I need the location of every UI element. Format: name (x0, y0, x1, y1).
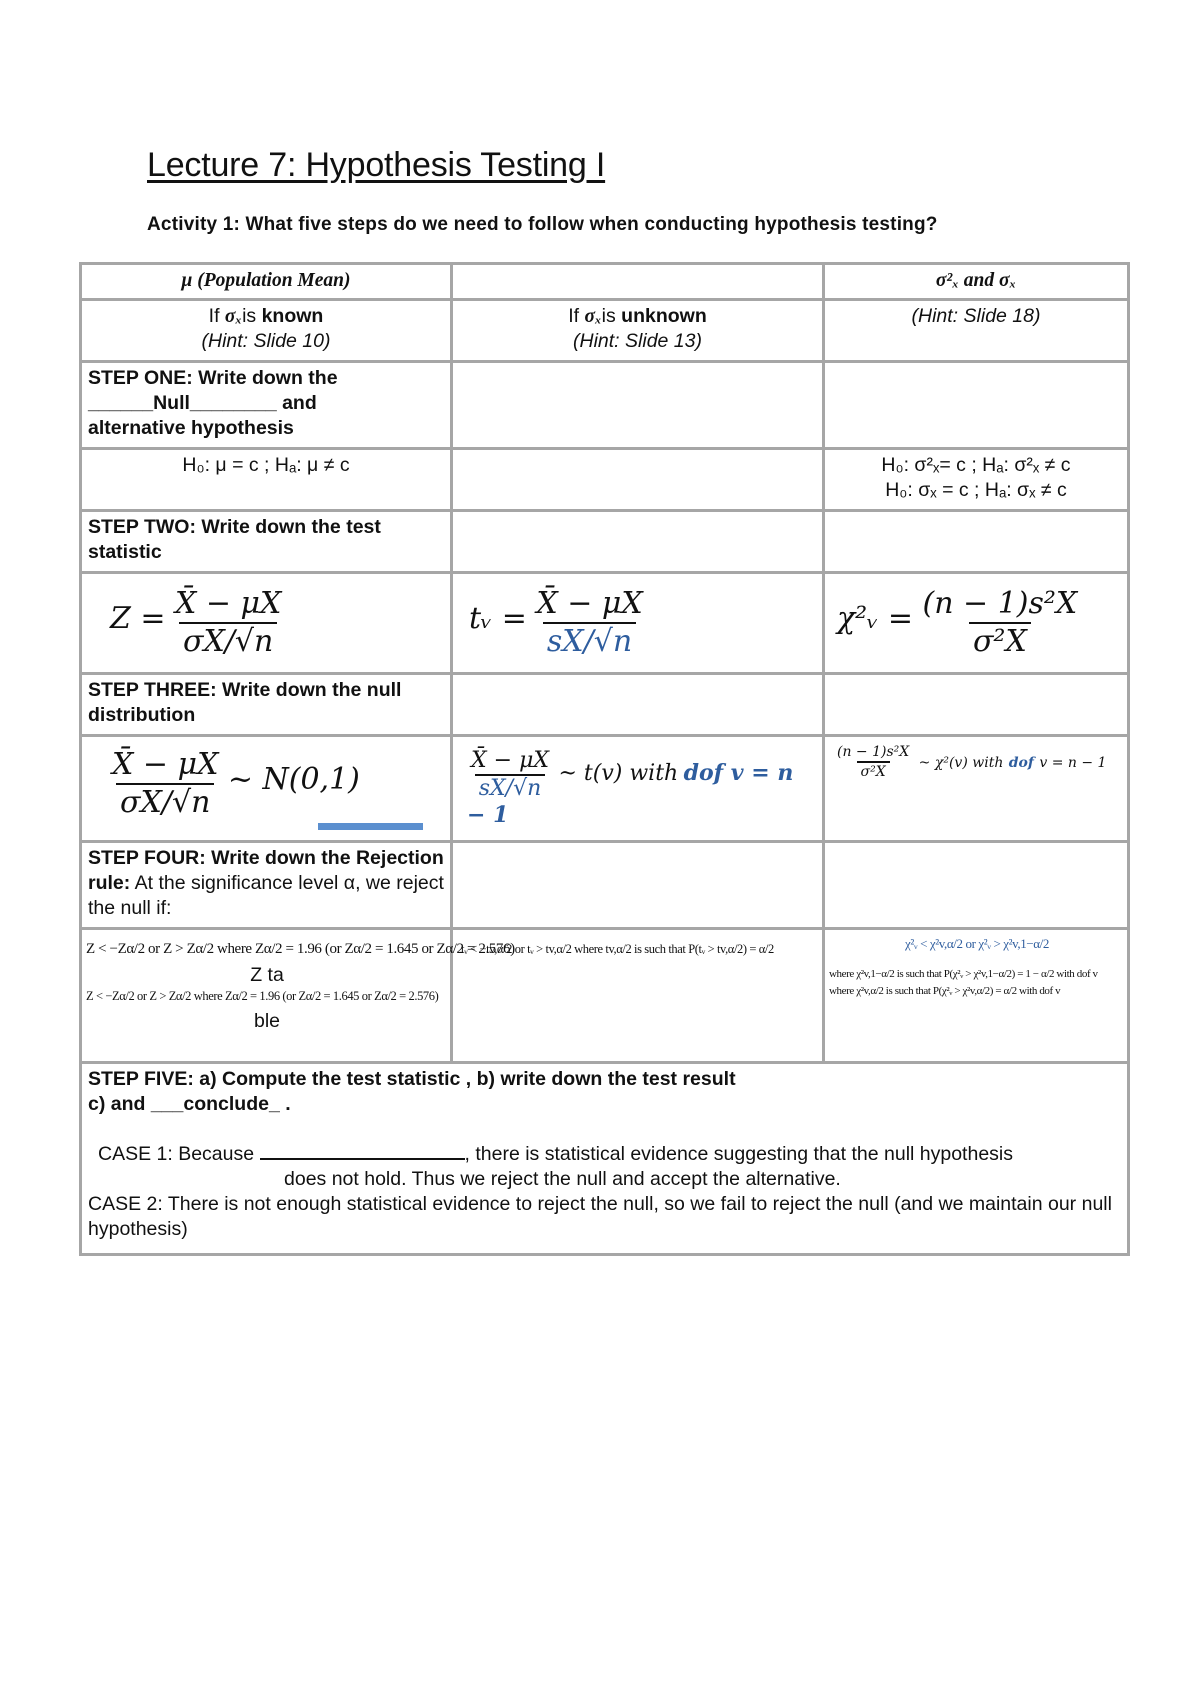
header-empty (452, 264, 824, 300)
unknown-word: unknown (621, 305, 707, 327)
condition-row (81, 300, 1129, 362)
highlight-bar (318, 823, 423, 830)
activity-question: Activity 1: What five steps do we need to follow when conducting hypothesis testing? (147, 214, 938, 235)
step-four-row (81, 842, 1129, 929)
step-one-label: STEP ONE: Write down the ______Null________ and alternative hypothesis (81, 362, 452, 449)
variance-hint: (Hint: Slide 18) (824, 300, 1129, 362)
unknown-cell: If σₓis unknown (Hint: Slide 13) (452, 300, 824, 362)
z-statistic-formula: Z = $\frac{X̄ - \mu X}{\sigma X/√n}$ (81, 573, 452, 674)
z-rejection-rule: Z < −Zα/2 or Z > Zα/2 where Zα/2 = 1.96 (or Zα/2 = 1.645 or Zα/2 = 2.576) Z ta Z < −Zα/2 or Z > Zα/2 where Zα/2 = 1.96 (or Zα/2 = 1.645 or Zα/2 = 2.576) ble (81, 929, 452, 1063)
known-cell: If σₓis known (Hint: Slide 10) (81, 300, 452, 362)
header-variance: σ²ₓ and σₓ (824, 264, 1129, 300)
t-null-distribution: $\frac{X̄ - \mu X}{sX/√n}$ ~ t(v) with dof v = n − 1 (452, 736, 824, 842)
step-two-formulas-row (81, 573, 1129, 674)
step-two-label: STEP TWO: Write down the test statistic (81, 511, 452, 573)
header-row (81, 264, 1129, 300)
sigma-symbol: σₓ (224, 306, 243, 327)
step-four-label: STEP FOUR: Write down the Rejection rule: At the significance level α, we reject the null if: (81, 842, 452, 929)
sigma-symbol: σₓ (584, 306, 602, 327)
header-population-mean: μ (Population Mean) (81, 264, 452, 300)
step-five-subheading: c) and ___conclude_ . (88, 1093, 291, 1115)
chi-square-rejection-rule: χ²ᵥ < χ²v,α/2 or χ²ᵥ > χ²v,1−α/2 where χ²v,1−α/2 is such that P(χ²ᵥ > χ²v,1−α/2) = 1 − α/2 with dof v where χ²v,α/2 is such that P(χ²ᵥ > χ²v,α/2) = α/2 with dof v (824, 929, 1129, 1063)
mean-hypothesis: H₀: μ = c ; Hₐ: μ ≠ c (81, 449, 452, 511)
step-five-cell (81, 1063, 1129, 1255)
t-rejection-rule: tᵥ < −tv,α/2 or tᵥ > tv,α/2 where tv,α/2 is such that P(tᵥ > tv,α/2) = α/2 (452, 929, 824, 1063)
case-two: CASE 2: There is not enough statistical evidence to reject the null, so we fail to reject the null (and we maintain our null hypothesis) (88, 1193, 1112, 1240)
step-two-row (81, 511, 1129, 573)
step-one-hypotheses-row (81, 449, 1129, 511)
known-word: known (261, 305, 324, 327)
known-hint: (Hint: Slide 10) (201, 330, 331, 352)
page-title: Lecture 7: Hypothesis Testing I (147, 146, 606, 184)
unknown-hint: (Hint: Slide 13) (573, 330, 702, 352)
step-five-row (81, 1063, 1129, 1255)
case-one-continued: does not hold. Thus we reject the null and accept the alternative. (284, 1168, 841, 1190)
variance-hypothesis: H₀: σ²ₓ= c ; Hₐ: σ²ₓ ≠ c H₀: σₓ = c ; Hₐ: σₓ ≠ c (824, 449, 1129, 511)
step-one-row (81, 362, 1129, 449)
step-four-rules-row (81, 929, 1129, 1063)
step-three-row (81, 674, 1129, 736)
step-three-distributions-row (81, 736, 1129, 842)
case-one: CASE 1: Because , there is statistical evidence suggesting that the null hypothesis (98, 1143, 1014, 1165)
answer-blank (260, 1158, 465, 1160)
z-null-distribution: $\frac{X̄ - \mu X}{\sigma X/√n}$ ~ N(0,1) (81, 736, 452, 842)
chi-square-null-distribution: $\frac{\text{(n − 1)s²X}}{\text{σ²X}}$ ~ χ²(v) with dof v = n − 1 (824, 736, 1129, 842)
step-three-label: STEP THREE: Write down the null distribution (81, 674, 452, 736)
chi-square-statistic-formula: χ²ᵥ = $\frac{\text{(n − 1)s²X}}{\text{σ²X}}$ (824, 573, 1129, 674)
t-statistic-formula: tᵥ = $\frac{X̄ - \mu X}{sX/√n}$ (452, 573, 824, 674)
step-five-heading: STEP FIVE: a) Compute the test statistic , b) write down the test result (88, 1068, 736, 1090)
hypothesis-steps-table (79, 262, 1130, 1256)
